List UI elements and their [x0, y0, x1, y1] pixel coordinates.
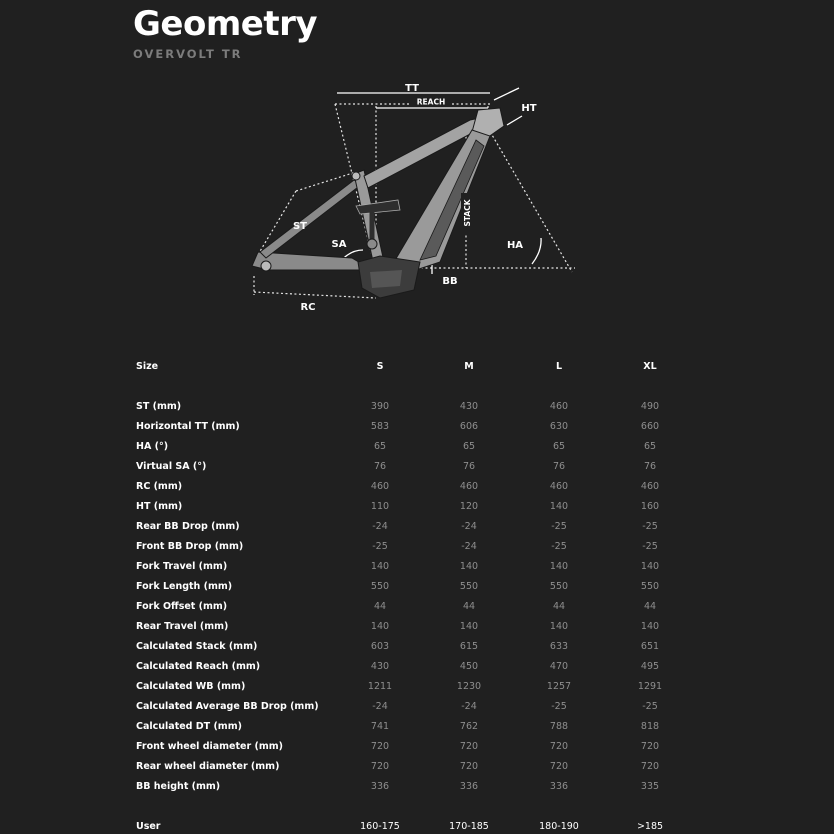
row-label: Rear Travel (mm): [136, 621, 229, 632]
size-header-l: L: [555, 361, 563, 372]
table-cell: 44: [373, 601, 387, 612]
table-row: [136, 637, 696, 657]
table-cell: 140: [640, 561, 660, 572]
stack-label: STACK: [463, 199, 472, 227]
table-cell: 140: [370, 561, 390, 572]
table-cell: 450: [459, 661, 479, 672]
table-cell: 1230: [456, 681, 482, 692]
table-cell: 430: [370, 661, 390, 672]
table-row: [136, 417, 696, 437]
table-row: [136, 397, 696, 417]
table-cell: 788: [549, 721, 569, 732]
table-cell: 550: [370, 581, 390, 592]
row-label: Front BB Drop (mm): [136, 541, 244, 552]
table-cell: 76: [373, 461, 387, 472]
ha-label: HA: [506, 240, 524, 251]
bb-label: BB: [442, 276, 458, 287]
table-row: [136, 437, 696, 457]
row-label: Calculated Reach (mm): [136, 661, 261, 672]
head-axis-line: [488, 128, 572, 272]
table-cell: 583: [370, 421, 390, 432]
row-label: Calculated Stack (mm): [136, 641, 258, 652]
geometry-table-body: [136, 377, 696, 834]
row-label: RC (mm): [136, 481, 183, 492]
table-cell: 495: [640, 661, 660, 672]
table-cell: -24: [461, 521, 477, 532]
table-cell: 44: [643, 601, 657, 612]
table-cell: 630: [549, 421, 569, 432]
table-cell: 1257: [546, 681, 572, 692]
table-cell: -24: [372, 521, 388, 532]
table-row: [136, 737, 696, 757]
st-label: ST: [292, 221, 308, 232]
size-header-label: Size: [136, 361, 159, 372]
row-label: HA (°): [136, 441, 169, 452]
table-cell: 1211: [367, 681, 393, 692]
ht-arrow-end: [507, 116, 522, 125]
table-cell: 140: [549, 621, 569, 632]
table-cell: 550: [640, 581, 660, 592]
table-cell: 44: [462, 601, 476, 612]
row-label: Calculated Average BB Drop (mm): [136, 701, 319, 712]
table-cell: 336: [459, 781, 479, 792]
row-label: Rear wheel diameter (mm): [136, 761, 280, 772]
table-cell: 180-190: [539, 821, 579, 832]
row-label: Calculated WB (mm): [136, 681, 246, 692]
rc-label: RC: [300, 302, 316, 313]
table-cell: 76: [552, 461, 566, 472]
table-row: [136, 717, 696, 737]
row-label: ST (mm): [136, 401, 182, 412]
table-cell: 140: [640, 621, 660, 632]
table-row: [136, 457, 696, 477]
table-cell: -25: [372, 541, 388, 552]
table-row: [136, 517, 696, 537]
geometry-diagram: [240, 78, 590, 318]
table-cell: 44: [552, 601, 566, 612]
table-cell: 335: [640, 781, 660, 792]
table-cell: 720: [640, 741, 660, 752]
row-label: Front wheel diameter (mm): [136, 741, 283, 752]
row-label: User: [136, 821, 161, 832]
size-header-s: S: [376, 361, 384, 372]
table-row: [136, 577, 696, 597]
table-cell: 470: [549, 661, 569, 672]
table-cell: 651: [640, 641, 660, 652]
table-cell: -25: [642, 541, 658, 552]
table-cell: 140: [549, 561, 569, 572]
row-label: Fork Travel (mm): [136, 561, 228, 572]
row-label: Virtual SA (°): [136, 461, 207, 472]
table-cell: 140: [549, 501, 569, 512]
sa-label: SA: [331, 239, 347, 250]
table-cell: 490: [640, 401, 660, 412]
table-cell: >185: [636, 821, 664, 832]
ht-label: HT: [521, 103, 537, 114]
model-name: OVERVOLT TR: [133, 47, 243, 61]
table-row: [136, 617, 696, 637]
table-cell: 720: [549, 761, 569, 772]
table-cell: 110: [370, 501, 390, 512]
table-cell: 660: [640, 421, 660, 432]
table-row: [136, 777, 696, 797]
table-cell: 460: [549, 481, 569, 492]
geometry-table: [136, 357, 696, 834]
table-cell: 65: [643, 441, 657, 452]
table-cell: 336: [549, 781, 569, 792]
row-label: BB height (mm): [136, 781, 221, 792]
table-cell: 720: [459, 761, 479, 772]
table-cell: -24: [461, 541, 477, 552]
table-cell: 603: [370, 641, 390, 652]
table-cell: 170-185: [449, 821, 489, 832]
table-cell: 460: [370, 481, 390, 492]
row-label: Calculated DT (mm): [136, 721, 242, 732]
table-cell: 460: [549, 401, 569, 412]
rc-dimension-line: [254, 292, 376, 298]
table-row: [136, 817, 696, 834]
table-cell: 720: [459, 741, 479, 752]
table-cell: 65: [373, 441, 387, 452]
table-row: [136, 657, 696, 677]
row-label: Fork Offset (mm): [136, 601, 228, 612]
table-cell: 818: [640, 721, 660, 732]
tt-label: TT: [405, 83, 419, 94]
page-title: Geometry: [133, 4, 317, 44]
table-cell: 140: [370, 621, 390, 632]
table-cell: 460: [640, 481, 660, 492]
table-cell: 65: [552, 441, 566, 452]
table-row: [136, 497, 696, 517]
table-row: [136, 477, 696, 497]
table-cell: 606: [459, 421, 479, 432]
table-cell: 140: [459, 621, 479, 632]
table-cell: 76: [643, 461, 657, 472]
row-label: Rear BB Drop (mm): [136, 521, 240, 532]
ht-arrow: [494, 88, 519, 100]
table-cell: 460: [459, 481, 479, 492]
table-cell: -24: [372, 701, 388, 712]
row-label: Fork Length (mm): [136, 581, 233, 592]
table-cell: -25: [551, 521, 567, 532]
table-cell: 762: [459, 721, 479, 732]
table-cell: 615: [459, 641, 479, 652]
table-cell: 720: [549, 741, 569, 752]
row-label: HT (mm): [136, 501, 183, 512]
table-cell: 120: [459, 501, 479, 512]
table-row: [136, 597, 696, 617]
table-cell: -25: [551, 701, 567, 712]
table-cell: 160: [640, 501, 660, 512]
table-cell: -25: [642, 521, 658, 532]
table-cell: 76: [462, 461, 476, 472]
table-row: [136, 537, 696, 557]
reach-label: REACH: [416, 97, 446, 107]
table-cell: 550: [459, 581, 479, 592]
table-cell: 140: [459, 561, 479, 572]
table-cell: 720: [370, 741, 390, 752]
table-cell: 550: [549, 581, 569, 592]
table-cell: -25: [551, 541, 567, 552]
table-cell: 390: [370, 401, 390, 412]
table-cell: 1291: [637, 681, 663, 692]
row-label: Horizontal TT (mm): [136, 421, 240, 432]
table-cell: 160-175: [360, 821, 400, 832]
table-cell: -25: [642, 701, 658, 712]
table-cell: 741: [370, 721, 390, 732]
table-cell: 65: [462, 441, 476, 452]
table-cell: 720: [370, 761, 390, 772]
table-cell: 633: [549, 641, 569, 652]
table-cell: 430: [459, 401, 479, 412]
table-row: [136, 677, 696, 697]
ha-angle-arc: [532, 238, 541, 264]
table-row: [136, 557, 696, 577]
size-header-m: M: [464, 361, 474, 372]
table-row: [136, 757, 696, 777]
size-header-row: [136, 357, 696, 377]
table-cell: 336: [370, 781, 390, 792]
table-cell: -24: [461, 701, 477, 712]
table-row: [136, 697, 696, 717]
table-cell: 720: [640, 761, 660, 772]
size-header-xl: XL: [643, 361, 657, 372]
